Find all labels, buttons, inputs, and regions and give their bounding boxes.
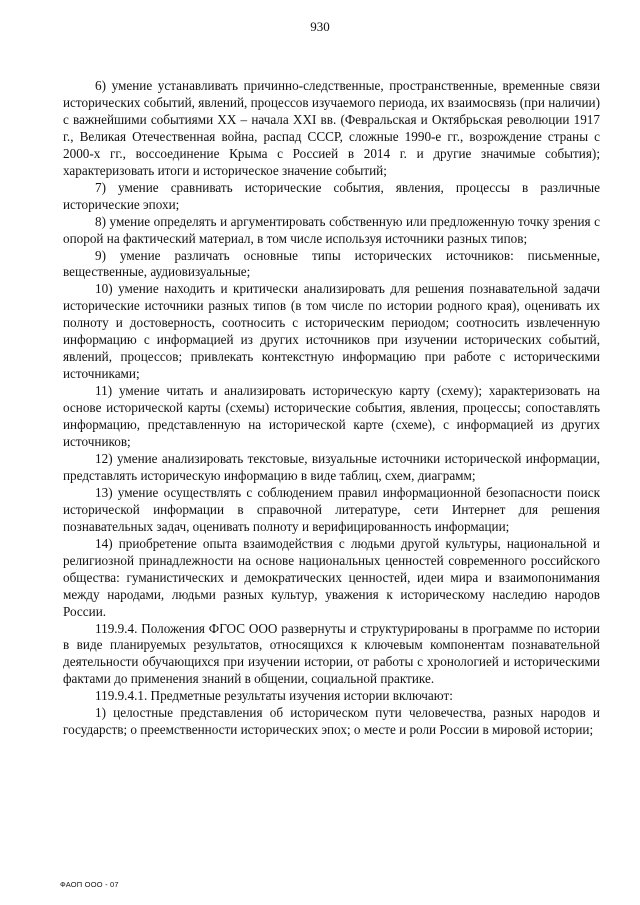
result-item-1: 1) целостные представления об историческом пути человечества, разных народов и государств; о преемственности исторических эпох; о месте и роли России в мировой истории; bbox=[63, 705, 600, 738]
paragraph-item-7: 7) умение сравнивать исторические события, явления, процессы в различные исторические эпохи; bbox=[63, 179, 600, 212]
section-119-9-4-1: 119.9.4.1. Предметные результаты изучения истории включают: bbox=[95, 688, 453, 704]
paragraph-item-14: 14) приобретение опыта взаимодействия с людьми другой культуры, национальной и религиозной принадлежности на основе национальных ценностей современного российского общества: гуманистических и демократических ценностей, идеи мира и взаимопонимания между народами, людьми разных культур, уважения к историческому наследию народов России. bbox=[63, 535, 600, 619]
footer-document-code: ФАОП ООО - 07 bbox=[60, 880, 119, 889]
paragraph-item-9: 9) умение различать основные типы исторических источников: письменные, вещественные, аудиовизуальные; bbox=[63, 247, 600, 280]
page-body bbox=[63, 78, 600, 739]
page-number: 930 bbox=[310, 19, 330, 34]
paragraph-item-11: 11) умение читать и анализировать историческую карту (схему); характеризовать на основе исторической карты (схемы) исторические события, явления, процессы; сопоставлять информацию, представленную на исторической карте (схеме), с информацией из других источников; bbox=[63, 383, 600, 450]
section-119-9-4: 119.9.4. Положения ФГОС ООО развернуты и структурированы в программе по истории в виде планируемых результатов, относящихся к ключевым компонентам познавательной деятельности обучающихся при изучении истории, от работы с хронологией и историческими фактами до применения знаний в общении, социальной практике. bbox=[63, 620, 600, 687]
paragraph-item-12: 12) умение анализировать текстовые, визуальные источники исторической информации, представлять историческую информацию в виде таблиц, схем, диаграмм; bbox=[63, 450, 600, 483]
paragraph-item-13: 13) умение осуществлять с соблюдением правил информационной безопасности поиск исторической информации в справочной литературе, сети Интернет для решения познавательных задач, оценивать полноту и верифицированность информации; bbox=[63, 484, 600, 534]
paragraph-item-6: 6) умение устанавливать причинно-следственные, пространственные, временные связи исторических событий, явлений, процессов изучаемого периода, их взаимосвязь (при наличии) с важнейшими событиями XX – начала XXI вв. (Февральская и Октябрьская революции 1917 г., Великая Отечественная война, распад СССР, сложные 1990-е гг., возрождение страны с 2000-х гг., воссоединение Крыма с Россией в 2014 г. и другие значимые события); характеризовать итоги и историческое значение событий; bbox=[63, 78, 600, 178]
paragraph-item-10: 10) умение находить и критически анализировать для решения познавательной задачи исторические источники разных типов (в том числе по истории родного края), оценивать их полноту и достоверность, соотносить с историческим периодом; соотносить извлеченную информацию с информацией из других источников при изучении исторических событий, явлений, процессов; привлекать контекстную информацию при работе с историческими источниками; bbox=[63, 281, 600, 382]
paragraph-item-8: 8) умение определять и аргументировать собственную или предложенную точку зрения с опорой на фактический материал, в том числе используя источники разных типов; bbox=[63, 213, 600, 246]
